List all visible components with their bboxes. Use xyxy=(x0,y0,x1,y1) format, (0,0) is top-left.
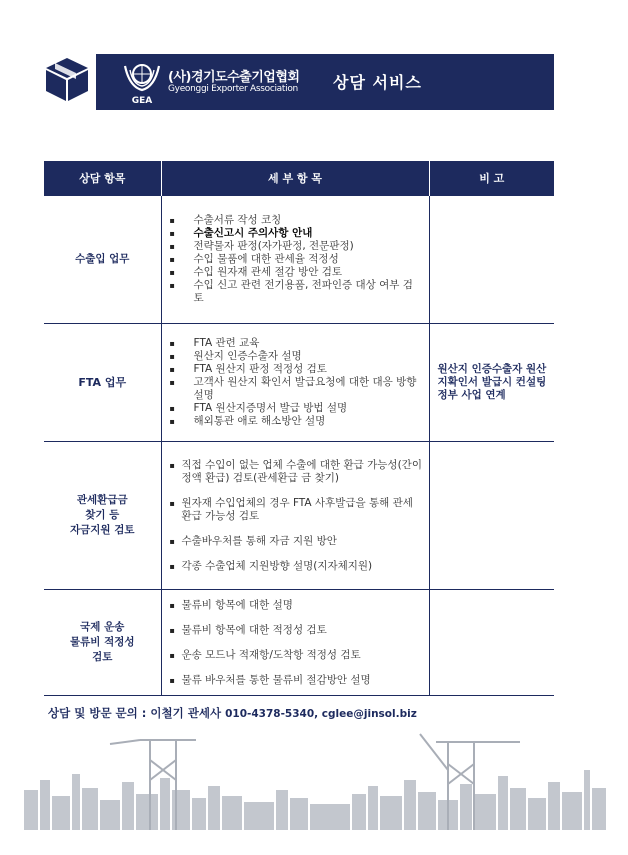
list-item: ▪ 직접 수입이 없는 업체 수출에 대한 환급 가능성(간이정액 환급) 검토(관세환급 금 찾기) xyxy=(170,459,423,485)
category-export-import: 수출입 업무 xyxy=(44,196,161,324)
city-skyline-illustration xyxy=(0,730,628,830)
category-refund-funding xyxy=(44,442,161,590)
org-name-en: Gyeonggi Exporter Association xyxy=(168,84,298,94)
list-item: ▪ 수출서류 작성 코칭 xyxy=(170,214,423,227)
category-line: 국제 운송 xyxy=(80,621,125,633)
contact-details: 010-4378-5340, cglee@jinsol.biz xyxy=(225,708,417,720)
list-item: ▪ 수출바우처를 통해 자금 지원 방안 xyxy=(170,535,423,548)
contact-info xyxy=(48,705,417,721)
list-item: ▪ 운송 모드나 적재항/도착항 적정성 검토 xyxy=(170,649,423,662)
list-item: ▪ 수입 원자재 관세 절감 방안 검토 xyxy=(170,266,423,279)
list-item: ▪ 수입 물품에 대한 관세율 적정성 xyxy=(170,253,423,266)
list-item: ▪ 원산지 인증수출자 설명 xyxy=(170,350,423,363)
svg-text:GEA: GEA xyxy=(131,96,153,106)
consultation-table xyxy=(44,161,554,696)
header-category: 상담 항목 xyxy=(44,161,161,196)
list-item: ▪ 수출신고시 주의사항 안내 xyxy=(170,227,423,240)
category-logistics xyxy=(44,590,161,696)
list-item: ▪ 고객사 원산지 확인서 발급요청에 대한 대응 방향 설명 xyxy=(170,376,423,402)
category-line: 물류비 적정성 xyxy=(69,636,135,648)
details-cell xyxy=(161,590,429,696)
note-cell xyxy=(429,590,554,696)
details-cell xyxy=(161,442,429,590)
list-item: ▪ 물류비 항목에 대한 적정성 검토 xyxy=(170,624,423,637)
org-name-ko: (사)경기도수출기업협회 xyxy=(168,70,300,85)
details-cell xyxy=(161,196,429,324)
list-item: ▪ FTA 관련 교육 xyxy=(170,337,423,350)
list-item: ▪ FTA 원산지증명서 발급 방법 설명 xyxy=(170,402,423,415)
contact-name: 이철기 관세사 xyxy=(150,706,222,720)
contact-label: 상담 및 방문 문의 : xyxy=(48,706,151,720)
package-box-icon xyxy=(44,56,90,102)
list-item: ▪ 해외통관 애로 해소방안 설명 xyxy=(170,415,423,428)
list-item: ▪ 원자재 수입업체의 경우 FTA 사후발급을 통해 관세환급 가능성 검토 xyxy=(170,497,423,523)
category-fta: FTA 업무 xyxy=(44,324,161,442)
header-details: 세 부 항 목 xyxy=(161,161,429,196)
table-row xyxy=(44,196,554,324)
details-cell xyxy=(161,324,429,442)
table-row xyxy=(44,442,554,590)
note-cell: 원산지 인증수출자 원산지확인서 발급시 컨설팅 정부 사업 연계 xyxy=(429,324,554,442)
note-cell xyxy=(429,442,554,590)
emblem-label xyxy=(126,92,158,106)
category-line: 찾기 등 xyxy=(85,509,120,521)
list-item: ▪ 물류비 항목에 대한 설명 xyxy=(170,599,423,612)
header-banner xyxy=(96,54,554,110)
list-item: ▪ 물류 바우처를 통한 물류비 절감방안 설명 xyxy=(170,674,423,687)
list-item: ▪ FTA 원산지 판정 적정성 검토 xyxy=(170,363,423,376)
list-item: ▪ 수입 신고 관련 전기용품, 전파인증 대상 여부 검토 xyxy=(170,279,423,305)
category-line: 자금지원 검토 xyxy=(69,524,135,536)
category-line: 관세환급금 xyxy=(76,494,128,506)
service-title: 상담 서비스 xyxy=(333,73,422,92)
header-notes: 비 고 xyxy=(429,161,554,196)
list-item: ▪ 전략물자 판정(자가판정, 전문판정) xyxy=(170,240,423,253)
list-item: ▪ 각종 수출업체 지원방향 설명(지자체지원) xyxy=(170,560,423,573)
table-header-row xyxy=(44,161,554,196)
table-row xyxy=(44,324,554,442)
note-cell xyxy=(429,196,554,324)
category-line: 검토 xyxy=(92,651,113,663)
table-row xyxy=(44,590,554,696)
